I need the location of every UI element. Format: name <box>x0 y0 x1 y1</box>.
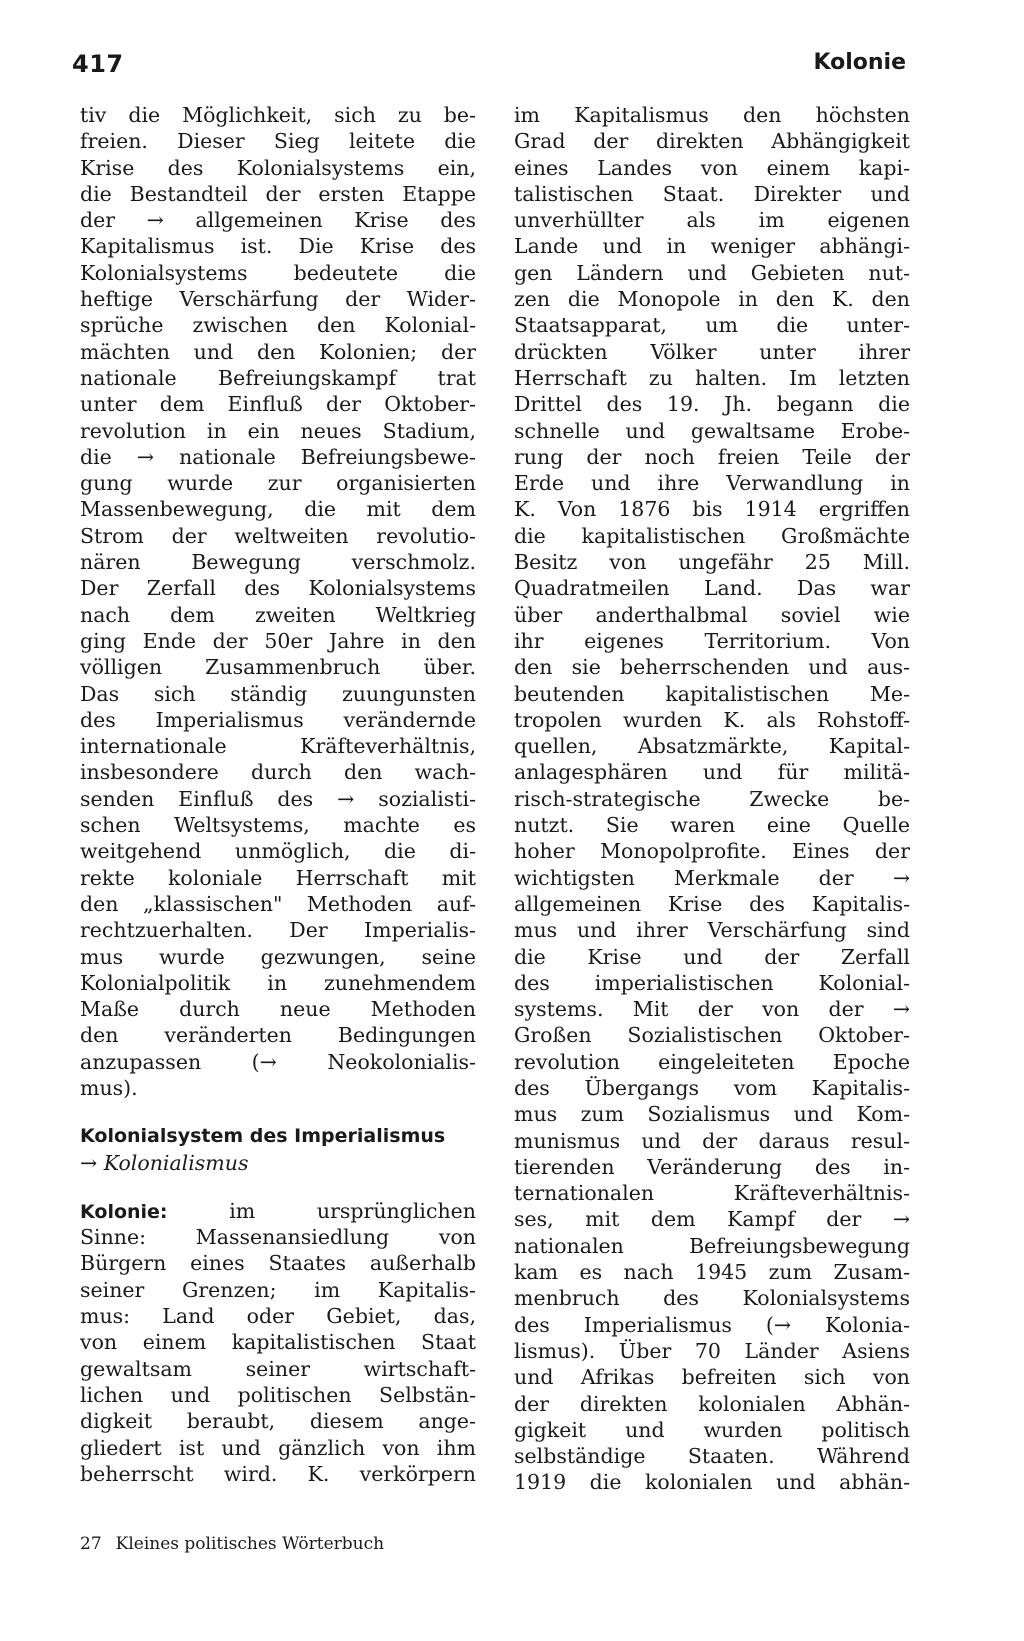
text-line: tierenden Veränderung des in- <box>514 1154 910 1179</box>
text-line: lichen und politischen Selbstän- <box>80 1382 476 1407</box>
text-line: drückten Völker unter ihrer <box>514 339 910 364</box>
text-line: nationalen Befreiungsbewegung <box>514 1233 910 1258</box>
text-line: den veränderten Bedingungen <box>80 1023 476 1048</box>
text-line: revolution in ein neues Stadium, <box>80 418 476 443</box>
text-line: Massenbewegung, die mit dem <box>80 497 476 522</box>
text-line: Großen Sozialistischen Oktober- <box>514 1023 910 1048</box>
text-line: rechtzuerhalten. Der Imperialis- <box>80 918 476 943</box>
text-line: mächten und den Kolonien; der <box>80 339 476 364</box>
text-line: internationale Kräfteverhältnis, <box>80 734 476 759</box>
text-line: des imperialistischen Kolonial- <box>514 970 910 995</box>
text-line: digkeit beraubt, diesem ange- <box>80 1409 476 1434</box>
text-line: des Imperialismus (→ Kolonia- <box>514 1312 910 1337</box>
signature-number: 27 <box>80 1534 102 1554</box>
text-line: Grad der direkten Abhängigkeit <box>514 129 910 154</box>
section-gap <box>80 1176 476 1198</box>
text-line: mus: Land oder Gebiet, das, <box>80 1304 476 1329</box>
text-line: ternationalen Kräfteverhältnis- <box>514 1181 910 1206</box>
text-line: Maße durch neue Methoden <box>80 997 476 1022</box>
text-line: lismus). Über 70 Länder Asiens <box>514 1338 910 1363</box>
text-line: im Kapitalismus den höchsten <box>514 103 910 127</box>
text-line: Bürgern eines Staates außerhalb <box>80 1251 476 1276</box>
text-line: nach dem zweiten Weltkrieg <box>80 602 476 627</box>
page-number: 417 <box>72 50 124 78</box>
entry-kolonie-first-line <box>80 1198 476 1224</box>
text-line: Erde und ihre Verwandlung in <box>514 471 910 496</box>
text-line: gigkeit und wurden politisch <box>514 1417 910 1442</box>
text-line: munismus und der daraus resul- <box>514 1128 910 1153</box>
text-line: kam es nach 1945 zum Zusam- <box>514 1260 910 1285</box>
text-line: unverhüllter als im eigenen <box>514 208 910 233</box>
text-line: seiner Grenzen; im Kapitalis- <box>80 1277 476 1302</box>
text-line: nären Bewegung verschmolz. <box>80 550 476 575</box>
text-line: über anderthalbmal soviel wie <box>514 602 910 627</box>
text-line: unter dem Einfluß der Oktober- <box>80 392 476 417</box>
text-line: Herrschaft zu halten. Im letzten <box>514 365 910 390</box>
text-line: rekte koloniale Herrschaft mit <box>80 865 476 890</box>
text-line: Staatsapparat, um die unter- <box>514 313 910 338</box>
text-line: menbruch des Kolonialsystems <box>514 1286 910 1311</box>
text-line: der direkten kolonialen Abhän- <box>514 1391 910 1416</box>
text-line: gen Ländern und Gebieten nut- <box>514 260 910 285</box>
text-line: Lande und in weniger abhängi- <box>514 234 910 259</box>
text-line: die → nationale Befreiungsbewe- <box>80 444 476 469</box>
right-column-lines <box>514 102 910 1496</box>
text-line: mus und ihrer Verschärfung sind <box>514 918 910 943</box>
text-line: Kolonialsystems bedeutete die <box>80 260 476 285</box>
text-line: mus). <box>80 1075 138 1100</box>
text-line: wichtigsten Merkmale der → <box>514 865 910 890</box>
text-line: hoher Monopolprofite. Eines der <box>514 839 910 864</box>
entry-term-kolonialsystem: Kolonialsystem des Imperialismus <box>80 1125 446 1148</box>
text-line: und Afrikas befreiten sich von <box>514 1365 910 1390</box>
text-line: Krise des Kolonialsystems ein, <box>80 155 476 180</box>
text-line: rung der noch freien Teile der <box>514 444 910 469</box>
text-line: der → allgemeinen Krise des <box>80 208 476 233</box>
entry-kolonie-line: im ursprünglichen <box>229 1198 476 1223</box>
text-line: beutenden kapitalistischen Me- <box>514 681 910 706</box>
page-footer <box>80 1534 384 1554</box>
text-line: mus wurde gezwungen, seine <box>80 944 476 969</box>
text-line: quellen, Absatzmärkte, Kapital- <box>514 734 910 759</box>
text-line: den „klassischen" Methoden auf- <box>80 891 476 916</box>
text-line: talistischen Staat. Direkter und <box>514 181 910 206</box>
text-line: freien. Dieser Sieg leitete die <box>80 129 476 154</box>
text-line: Sinne: Massenansiedlung von <box>80 1225 476 1250</box>
text-line: 1919 die kolonialen und abhän- <box>514 1470 910 1495</box>
running-head: Kolonie <box>813 50 906 75</box>
text-line: nutzt. Sie waren eine Quelle <box>514 813 910 838</box>
text-line: die Bestandteil der ersten Etappe <box>80 181 476 206</box>
text-line: den sie beherrschenden und aus- <box>514 655 910 680</box>
text-line: Quadratmeilen Land. Das war <box>514 576 910 601</box>
text-line: ses, mit dem Kampf der → <box>514 1207 910 1232</box>
text-line: beherrscht wird. K. verkörpern <box>80 1461 476 1486</box>
text-line: nationale Befreiungskampf trat <box>80 365 476 390</box>
text-line: allgemeinen Krise des Kapitalis- <box>514 891 910 916</box>
text-line: völligen Zusammenbruch über. <box>80 655 476 680</box>
text-line: schnelle und gewaltsame Erobe- <box>514 418 910 443</box>
text-line: des Übergangs vom Kapitalis- <box>514 1075 910 1100</box>
text-line: anlagesphären und für militä- <box>514 760 910 785</box>
entry-kolonie-body <box>80 1224 476 1487</box>
text-line: Das sich ständig zuungunsten <box>80 681 476 706</box>
text-line: mus zum Sozialismus und Kom- <box>514 1102 910 1127</box>
text-line: die Krise und der Zerfall <box>514 944 910 969</box>
section-gap <box>80 1101 476 1123</box>
text-line: revolution eingeleiteten Epoche <box>514 1049 910 1074</box>
text-line: die kapitalistischen Großmächte <box>514 523 910 548</box>
text-line: gung wurde zur organisierten <box>80 471 476 496</box>
text-line: senden Einfluß des → sozialisti- <box>80 786 476 811</box>
text-line: ging Ende der 50er Jahre in den <box>80 628 476 653</box>
text-line: risch-strategische Zwecke be- <box>514 786 910 811</box>
text-line: Drittel des 19. Jh. begann die <box>514 392 910 417</box>
text-line: Kapitalismus ist. Die Krise des <box>80 234 476 259</box>
left-column-lines <box>80 102 476 1101</box>
book-title: Kleines politisches Wörterbuch <box>115 1534 385 1554</box>
text-line: sprüche zwischen den Kolonial- <box>80 313 476 338</box>
text-line: Kolonialpolitik in zunehmendem <box>80 970 476 995</box>
text-line: zen die Monopole in den K. den <box>514 287 910 312</box>
text-line: systems. Mit der von der → <box>514 997 910 1022</box>
text-line: Besitz von ungefähr 25 Mill. <box>514 550 910 575</box>
text-line: K. Von 1876 bis 1914 ergriffen <box>514 497 910 522</box>
text-line: ihr eigenes Territorium. Von <box>514 628 910 653</box>
text-line: weitgehend unmöglich, die di- <box>80 839 476 864</box>
text-line: eines Landes von einem kapi- <box>514 155 910 180</box>
right-column <box>514 102 910 1496</box>
text-line: selbständige Staaten. Während <box>514 1444 910 1469</box>
text-line: gewaltsam seiner wirtschaft- <box>80 1356 476 1381</box>
text-line: insbesondere durch den wach- <box>80 760 476 785</box>
text-line: Der Zerfall des Kolonialsystems <box>80 576 476 601</box>
text-line: tiv die Möglichkeit, sich zu be- <box>80 103 476 127</box>
entry-term-kolonie: Kolonie: <box>80 1200 168 1223</box>
text-line: schen Weltsystems, machte es <box>80 813 476 838</box>
left-column <box>80 102 476 1487</box>
text-line: von einem kapitalistischen Staat <box>80 1330 476 1355</box>
text-line: tropolen wurden K. als Rohstoff- <box>514 707 910 732</box>
text-line: des Imperialismus verändernde <box>80 707 476 732</box>
text-line: heftige Verschärfung der Wider- <box>80 287 476 312</box>
text-line: anzupassen (→ Neokolonialis- <box>80 1049 476 1074</box>
text-line: Strom der weltweiten revolutio- <box>80 523 476 548</box>
entry-see-reference: → Kolonialismus <box>80 1150 249 1175</box>
text-line: gliedert ist und gänzlich von ihm <box>80 1435 476 1460</box>
